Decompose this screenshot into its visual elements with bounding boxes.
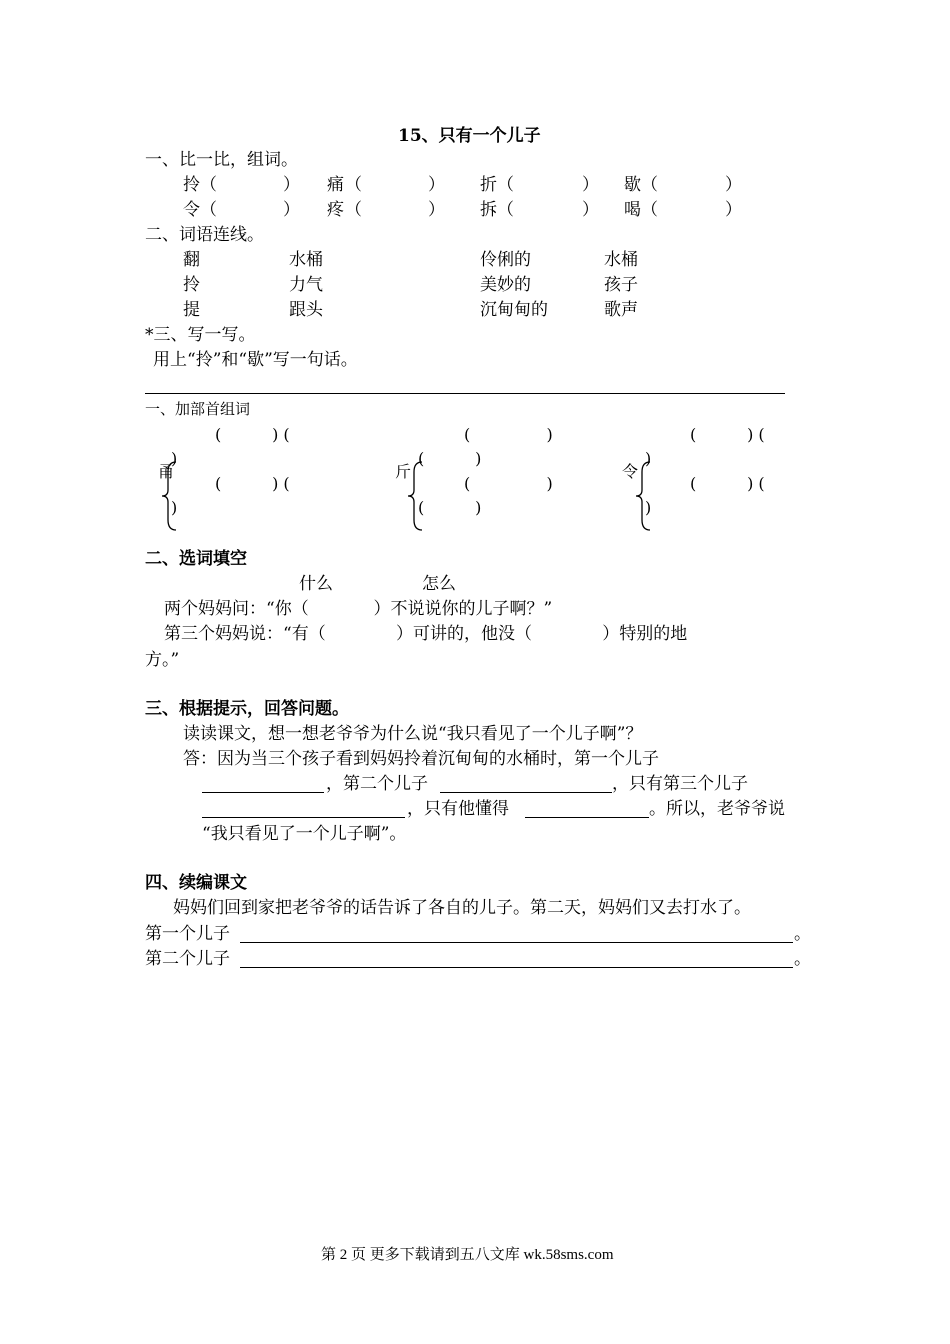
fill-sentence: 方。” — [145, 650, 180, 670]
group-line: ) — [171, 498, 178, 517]
group-line[interactable]: ( ) ( — [690, 425, 765, 444]
section4-heading: 四、续编课文 — [145, 873, 247, 893]
part1-blank-open[interactable]: （ — [641, 175, 658, 195]
match-word[interactable]: 沉甸甸的 — [480, 300, 548, 320]
part1-blank-close: ） — [725, 200, 742, 220]
part1-heading: 一、比一比，组词。 — [145, 150, 298, 170]
part1-blank-close: ） — [283, 200, 300, 220]
group-line[interactable]: ( ) ( — [215, 425, 290, 444]
part1-char: 痛 — [327, 175, 344, 195]
match-word[interactable]: 伶俐的 — [480, 250, 531, 270]
answer-blank[interactable] — [202, 792, 324, 793]
part1-char: 疼 — [327, 200, 344, 220]
part2-heading: 二、词语连线。 — [145, 225, 264, 245]
section3-answer: 答：因为当三个孩子看到妈妈拎着沉甸甸的水桶时，第一个儿子 — [183, 749, 659, 769]
section2-heading: 二、选词填空 — [145, 549, 247, 569]
part1-blank-open[interactable]: （ — [497, 175, 514, 195]
answer-blank[interactable] — [440, 792, 612, 793]
match-word[interactable]: 美妙的 — [480, 275, 531, 295]
part1-char: 歇 — [624, 175, 641, 195]
word-option[interactable]: 怎么 — [422, 574, 456, 594]
match-word[interactable]: 翻 — [183, 250, 200, 270]
fill-sentence: 第三个妈妈说：“有（ ）可讲的，他没（ ）特别的地 — [164, 624, 688, 644]
part1-char: 折 — [480, 175, 497, 195]
part1-blank-open[interactable]: （ — [345, 200, 362, 220]
continuation-line[interactable] — [240, 967, 793, 968]
part3-instruction: 用上“拎”和“歇”写一句话。 — [153, 350, 358, 370]
part1-char: 拆 — [480, 200, 497, 220]
group-line[interactable]: ( ) ( — [215, 474, 290, 493]
match-word[interactable]: 力气 — [289, 275, 323, 295]
section3-heading: 三、根据提示，回答问题。 — [145, 699, 349, 719]
radical-char: 令 — [622, 462, 639, 481]
brace-icon — [160, 460, 180, 532]
part1-blank-open[interactable]: （ — [497, 200, 514, 220]
period: 。 — [794, 949, 811, 969]
group-line[interactable]: ( ) — [464, 425, 553, 444]
group-line[interactable]: ( ) ( — [690, 474, 765, 493]
part1-blank-close: ） — [582, 175, 599, 195]
match-word[interactable]: 水桶 — [289, 250, 323, 270]
brace-icon — [634, 460, 654, 532]
word-option[interactable]: 什么 — [299, 574, 333, 594]
page-title: 15、只有一个儿子 — [398, 126, 541, 146]
answer-text: ，第二个儿子 — [326, 774, 428, 794]
answer-text: ，只有第三个儿子 — [612, 774, 748, 794]
part1-char: 喝 — [624, 200, 641, 220]
match-word[interactable]: 提 — [183, 300, 200, 320]
match-word[interactable]: 歌声 — [604, 300, 638, 320]
continuation-line[interactable] — [240, 942, 793, 943]
part1-char: 令 — [183, 200, 200, 220]
part1-char: 拎 — [183, 175, 200, 195]
part1-blank-open[interactable]: （ — [345, 175, 362, 195]
section1-heading: 一、加部首组词 — [145, 400, 251, 418]
answer-blank[interactable] — [525, 817, 649, 818]
answer-text: ，只有他懂得 — [407, 799, 509, 819]
continuation-label: 第二个儿子 — [145, 949, 230, 969]
match-word[interactable]: 跟头 — [289, 300, 323, 320]
group-line[interactable]: ( ) — [418, 449, 482, 468]
brace-icon — [406, 460, 426, 532]
part1-blank-close: ） — [582, 200, 599, 220]
section3-question: 读读课文，想一想老爷爷为什么说“我只看见了一个儿子啊”？ — [183, 724, 643, 744]
radical-char: 斤 — [395, 462, 412, 481]
period: 。 — [794, 924, 811, 944]
answer-blank[interactable] — [202, 817, 405, 818]
radical-char: 甬 — [158, 462, 175, 481]
part3-heading: *三、写一写。 — [145, 325, 256, 345]
part1-blank-close: ） — [428, 200, 445, 220]
match-word[interactable]: 孩子 — [604, 275, 638, 295]
match-word[interactable]: 拎 — [183, 275, 200, 295]
part1-blank-close: ） — [283, 175, 300, 195]
part1-blank-open[interactable]: （ — [641, 200, 658, 220]
part1-blank-close: ） — [428, 175, 445, 195]
answer-line[interactable] — [145, 393, 785, 394]
answer-text: “我只看见了一个儿子啊”。 — [202, 824, 407, 844]
section4-text: 妈妈们回到家把老爷爷的话告诉了各自的儿子。第二天，妈妈们又去打水了。 — [173, 898, 751, 918]
group-line[interactable]: ( ) — [418, 498, 482, 517]
part1-blank-open[interactable]: （ — [200, 175, 217, 195]
part1-blank-close: ） — [725, 175, 742, 195]
group-line: ) — [645, 449, 652, 468]
group-line[interactable]: ( ) — [464, 474, 553, 493]
match-word[interactable]: 水桶 — [604, 250, 638, 270]
group-line: ) — [171, 449, 178, 468]
part1-blank-open[interactable]: （ — [200, 200, 217, 220]
group-line: ) — [645, 498, 652, 517]
continuation-label: 第一个儿子 — [145, 924, 230, 944]
answer-text: 。所以，老爷爷说 — [649, 799, 785, 819]
fill-sentence: 两个妈妈问：“你（ ）不说说你的儿子啊？” — [164, 599, 553, 619]
page-footer: 第 2 页 更多下载请到五八文库 wk.58sms.com — [321, 1247, 614, 1263]
